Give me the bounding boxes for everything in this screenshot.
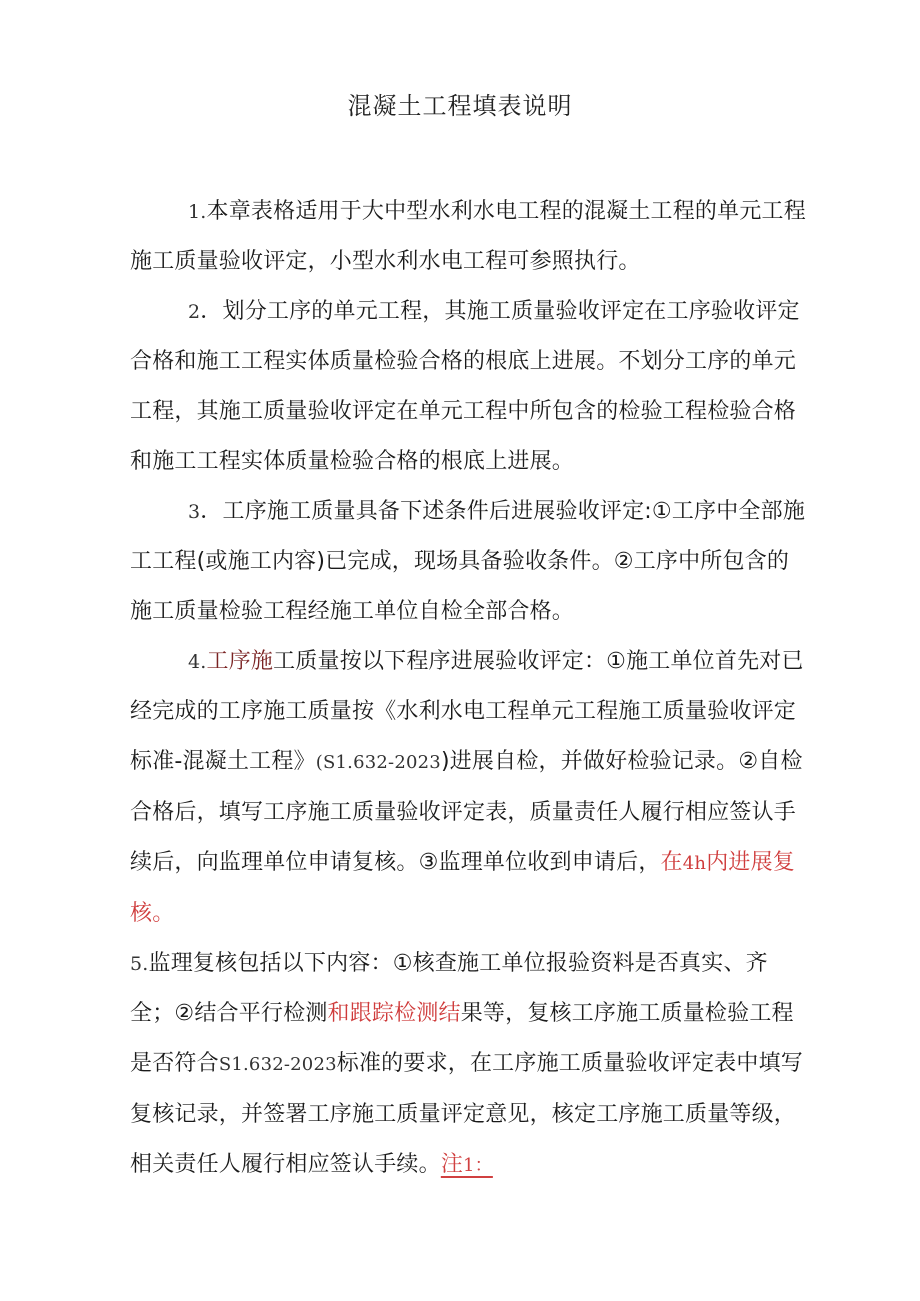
paragraph-3-text: ．工序施工质量具备下述条件后进展验收评定:①工序中全部施工工程(或施工内容)已完成，现场具备验收条件。②工序中所包含的施工质量检验工程经施工单位自检全部合格。: [130, 499, 806, 624]
paragraph-2-number: 2: [188, 301, 201, 323]
paragraph-5-standard-code: S1.632-2023: [218, 1054, 337, 1075]
paragraph-4-red-code: 4h: [682, 853, 707, 874]
paragraph-4-number: 4.: [188, 651, 207, 673]
note-link[interactable]: [441, 1152, 493, 1177]
paragraph-4: [130, 637, 810, 939]
document-body: [130, 187, 810, 1191]
paragraph-4-red-a: 在: [660, 850, 683, 875]
paragraph-5: [130, 939, 810, 1191]
paragraph-4-highlight: 工序施: [206, 649, 274, 674]
paragraph-3-number: 3: [188, 501, 201, 523]
paragraph-1-number: 1.: [188, 201, 207, 223]
paragraph-5-text-c: 标准的要求，在工序施工质量验收评定表中填写复核记录，并签署工序施工质量评定意见，核定工序施工质量等级，相关责任人履行相应签认手续。: [130, 1051, 803, 1177]
paragraph-5-number: 5.: [130, 953, 149, 975]
paragraph-5-text-a: 监理复核包括以下内容：①核查施工单位报验资料是否真实、齐全；②结合平行检测: [130, 951, 768, 1026]
paragraph-1: [130, 187, 810, 287]
paragraph-1-text: 本章表格适用于大中型水利水电工程的混凝土工程的单元工程施工质量验收评定，小型水利水电工程可参照执行。: [130, 199, 806, 274]
paragraph-4-text-b: )进展自检，并做好检验记录。②自检合格后，填写工序施工质量验收评定表，质量责任人履行相应签认手续后，向监理单位申请复核。③监理单位收到申请后，: [130, 749, 803, 875]
paragraph-2: [130, 287, 810, 487]
paragraph-4-text-a: 工质量按以下程序进展验收评定：①施工单位首先对已经完成的工序施工质量按《水利水电工程单元工程施工质量验收评定标准-混凝土工程》: [130, 649, 804, 774]
document-title: 混凝土工程填表说明: [347, 92, 573, 120]
note-number: 1：: [463, 1155, 493, 1176]
paragraph-4-red-b: 内进展复核。: [130, 850, 795, 926]
paragraph-4-standard-code: (S1.632-2023: [315, 752, 441, 773]
note-label: 注: [440, 1152, 464, 1177]
paragraph-3: [130, 487, 810, 637]
paragraph-5-text-b: 果等，复核工序施工质量检验工程是否符合: [130, 1001, 794, 1076]
paragraph-2-text: ．划分工序的单元工程，其施工质量验收评定在工序验收评定合格和施工工程实体质量检验合格的根底上进展。不划分工序的单元工程，其施工质量验收评定在单元工程中所包含的检验工程检验合格和施工工程实体质量检验合格的根底上进展。: [130, 299, 800, 474]
paragraph-5-red-text: 和跟踪检测结: [327, 1001, 461, 1026]
